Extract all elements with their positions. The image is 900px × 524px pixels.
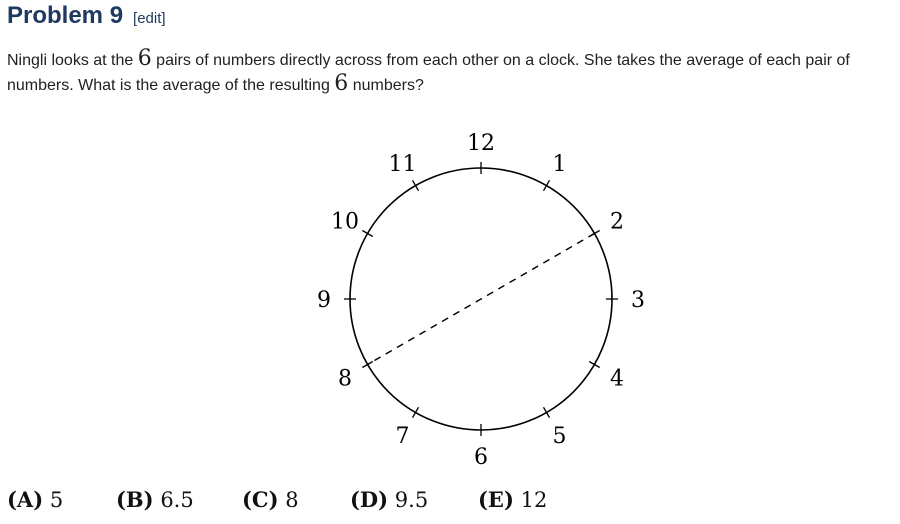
choice-d[interactable] [350,487,428,512]
choice-b-letter: (B) [116,487,154,512]
clock-number-10: 10 [331,209,360,235]
clock-number-1: 1 [552,152,567,178]
tick-10 [362,231,372,237]
clock-number-9: 9 [317,288,331,313]
clock-number-4: 4 [609,366,624,392]
choice-c-value: 8 [285,488,299,512]
clock-number-8: 8 [338,366,353,392]
dashed-chord [368,234,595,365]
tick-11 [413,180,419,190]
choice-e-letter: (E) [478,487,514,512]
clock-number-5: 5 [552,423,567,449]
problem-title: Problem 9 [7,2,124,29]
tick-8 [362,362,372,368]
choice-a-letter: (A) [7,487,44,512]
choice-a-value: 5 [49,488,64,512]
problem-text-part2: pairs of numbers directly across from each other on a clock. She takes the average of each pair of numbers. What is the average of the resulting [7,52,850,94]
tick-4 [589,362,599,368]
tick-2 [589,231,599,237]
clock-number-7: 7 [395,423,410,449]
choice-d-value: 9.5 [394,488,429,512]
choice-e-value: 12 [520,488,548,512]
tick-7 [413,407,419,417]
problem-text-part1: Ningli looks at the [7,52,138,69]
choice-c-letter: (C) [242,487,279,512]
tick-5 [544,407,550,417]
choice-b[interactable] [116,487,194,512]
edit-link[interactable]: [edit] [133,10,166,27]
math-number-six: 6 [137,46,152,71]
choice-d-letter: (D) [350,487,389,512]
problem-statement [7,48,897,98]
clock-numbers [317,131,645,470]
math-number-six-2: 6 [334,71,349,96]
choice-c[interactable] [242,487,299,512]
clock-number-12: 12 [467,131,495,156]
problem-text-part3: numbers? [348,77,424,94]
clock-number-2: 2 [609,209,624,235]
problem-heading [7,2,166,30]
clock-number-11: 11 [388,152,417,178]
clock-number-3: 3 [631,288,645,313]
clock-diagram [300,125,660,470]
choice-a[interactable] [7,487,63,512]
choice-b-value: 6.5 [160,488,194,512]
choice-e[interactable] [478,487,547,512]
tick-1 [544,180,550,190]
answer-choices [7,487,887,519]
clock-number-6: 6 [474,445,488,470]
